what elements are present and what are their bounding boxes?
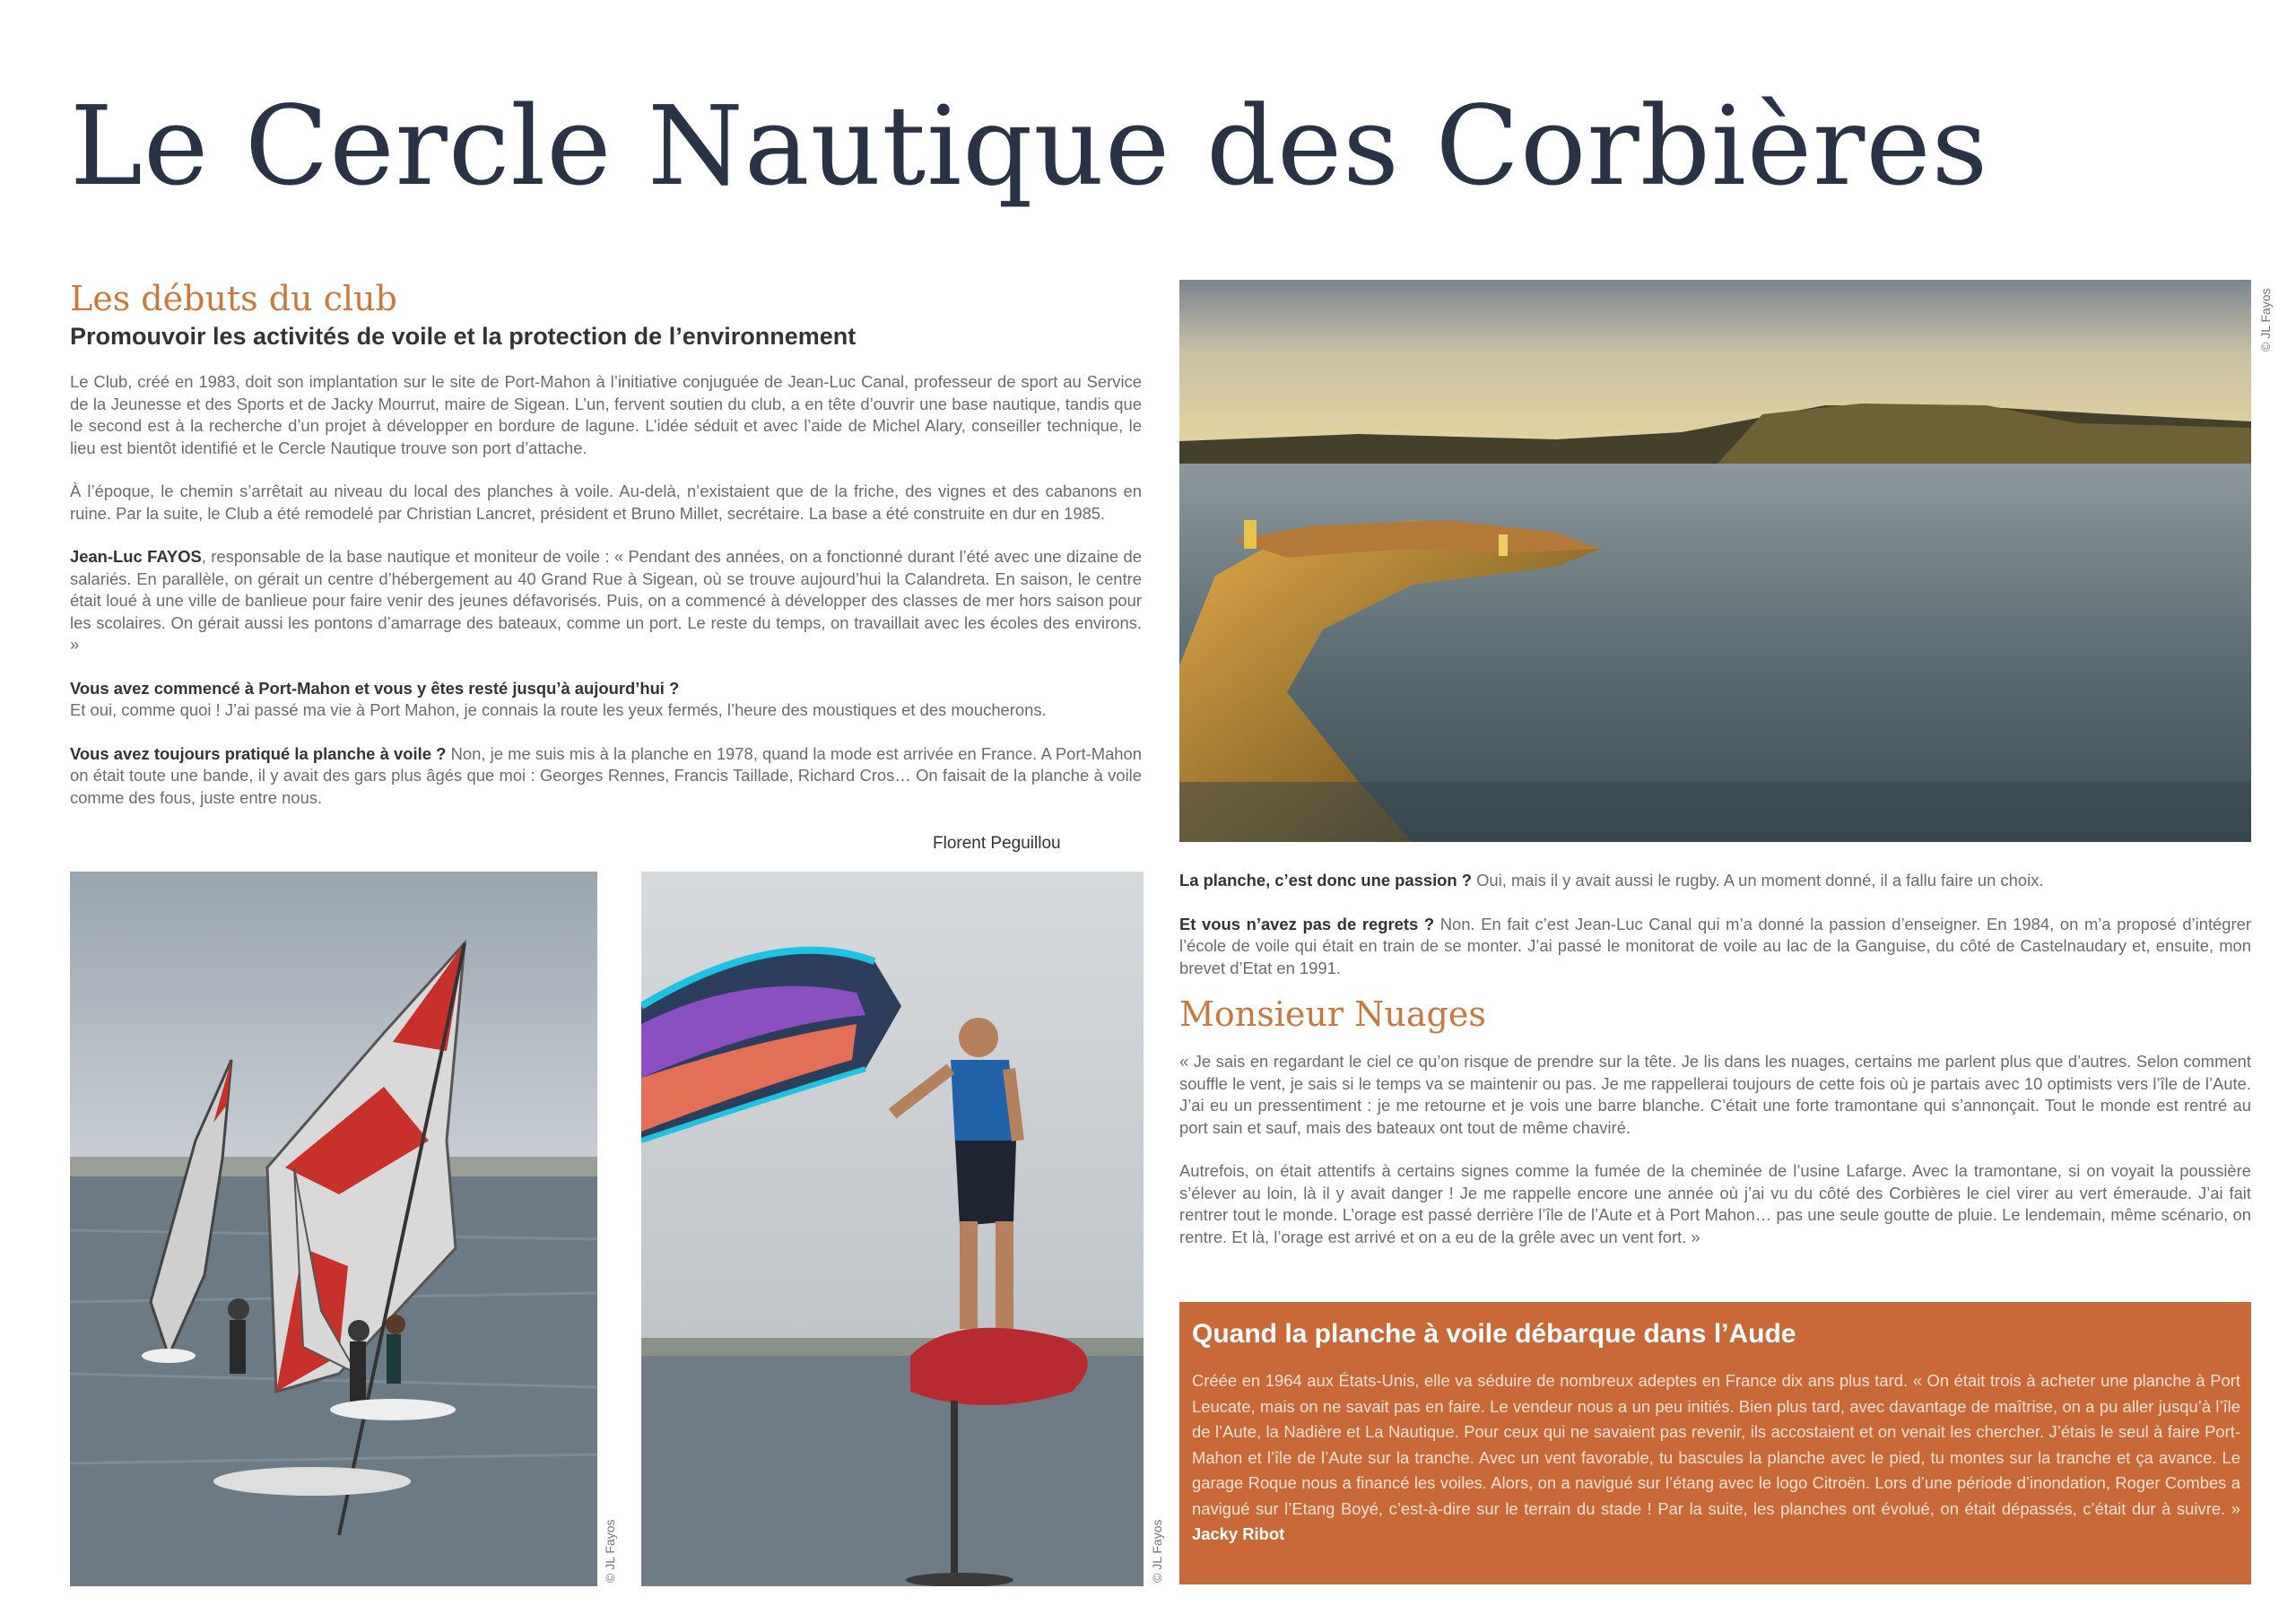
- question-regrets: Et vous n’avez pas de regrets ?: [1179, 914, 1435, 933]
- section-title-debuts: Les débuts du club: [70, 279, 397, 318]
- lake-photo-image: [1179, 280, 2251, 842]
- paragraph-history: Le Club, créé en 1983, doit son implantation sur le site de Port-Mahon à l’initiative conjuguée de Jean-Luc Canal, professeur de sport au Service de la Jeunesse et des Sports et de Jacky Mourrut, maire de Sigean. L’un, fervent soutien du club, a en tête d’ouvrir une base nautique, tandis que le second est à la recherche d’un projet à développer en bordure de lagune. L’idée séduit et avec l’aide de Michel Alary, conseiller technique, le lieu est bientôt identifié et le Cercle Nautique trouve son port d’attache.: [70, 372, 1142, 457]
- info-box-body: Créée en 1964 aux États-Unis, elle va séduire de nombreux adeptes en France dix ans plus tard. « On était trois à acheter une planche à Port Leucate, mais on ne savait pas en faire. Le vendeur nous a un peu initiés. Bien plus tard, avec davantage de maîtrise, on a pu aller jusqu’à l’île de l’Aute, la Nadière et La Nautique. Pour ceux qui ne savaient pas revenir, ils accostaient et on venait les chercher. J’étais le seul à faire Port-Mahon et l’île de l’Aute sur la tranche. Avec un vent favorable, tu bascules la planche avec le pied, tu montes sur la tranche et ça avance. Le garage Roque nous a financé les voiles. Alors, on a navigué sur l’étang avec le logo Citroën. Lors d’une période d’inondation, Roger Combes a navigué sur l’Etang Boyé, c’est-à-dire sur le terrain du stade ! Par la suite, les planches ont évolué, on était dépassés, c’était dur à suivre. »: [1192, 1371, 2240, 1518]
- right-column: [1179, 870, 2251, 1248]
- windsurf-photo: [70, 872, 597, 1586]
- info-box-text: [1192, 1368, 2240, 1548]
- qa-regrets: [1179, 914, 2251, 980]
- foil-photo-credit: © JL Fayos: [1150, 1519, 1164, 1583]
- windsurf-photo-credit: © JL Fayos: [603, 1519, 617, 1583]
- foil-photo: [641, 872, 1144, 1586]
- section-subtitle: Promouvoir les activités de voile et la protection de l’environnement: [70, 323, 857, 350]
- paragraph-nuages-2: Autrefois, on était attentifs à certains signes comme la fumée de la cheminée de l’usine Lafarge. Avec la tramontane, si on voyait la poussière s’élever au loin, là il y avait danger ! Je me rappelle encore une année où j’ai vu du côté des Corbières le ciel virer au vert émeraude. J’ai fait rentrer tout le monde. L’orage est passé derrière l’île de l’Aute et à Port Mahon… pas une seule goutte de pluie. Le lendemain, même scénario, on rentre. Et là, l’orage est arrivé et on a eu de la grêle avec un vent fort. »: [1179, 1161, 2251, 1246]
- qa-planche: [70, 743, 1142, 810]
- paragraph-fayos: [70, 546, 1142, 656]
- answer-port-mahon: Et oui, comme quoi ! J’ai passé ma vie à Port Mahon, je connais la route les yeux fermés, l’heure des moustiques et des moucherons.: [70, 700, 1047, 719]
- info-box-title: Quand la planche à voile débarque dans l’Aude: [1192, 1319, 1796, 1349]
- answer-regrets: Non. En fait c’est Jean-Luc Canal qui m’a donné la passion d’enseigner. En 1984, on m’a proposé d’intégrer l’école de voile qui était en train de se monter. J’ai passé le monitorat de voile au lac de la Ganguise, du côté de Castelnaudary et, ensuite, mon brevet d’Etat en 1991.: [1179, 914, 2251, 977]
- answer-planche: Non, je me suis mis à la planche en 1978, quand la mode est arrivée en France. A Port-Mahon on était toute une bande, il y avait des gars plus âgés que moi : Georges Rennes, Francis Taillade, Richard Cros… On faisait de la planche à voile comme des fous, juste entre nous.: [70, 743, 1142, 807]
- answer-passion: Oui, mais il y avait aussi le rugby. A un moment donné, il a fallu faire un choix.: [1472, 871, 2044, 890]
- qa-port-mahon: [70, 678, 1142, 722]
- info-box-aude: [1179, 1302, 2251, 1584]
- foil-photo-image: [641, 872, 1144, 1586]
- author-signature: Florent Peguillou: [933, 834, 1061, 853]
- paragraph-nuages-1: « Je sais en regardant le ciel ce qu’on risque de prendre sur la tête. Je lis dans les nuages, certains me parlent plus que d’autres. Selon comment souffle le vent, je sais si le temps va se maintenir ou pas. Je me rappellerai toujours de cette fois où je partais avec 10 optimists vers l’île de l’Aute. J’ai eu un pressentiment : je me retourne et je vois une barre blanche. C’était une forte tramontane qui s’annonçait. Tout le monde est rentré au port sain et sauf, mais des bateaux ont tout de même chaviré.: [1179, 1052, 2251, 1137]
- lake-photo: [1179, 280, 2251, 842]
- info-box-signature: Jacky Ribot: [1192, 1524, 1285, 1543]
- top-photo-credit: © JL Fayos: [2258, 288, 2273, 352]
- page-title: Le Cercle Nautique des Corbières: [70, 82, 1989, 210]
- question-port-mahon: Vous avez commencé à Port-Mahon et vous y êtes resté jusqu’à aujourd’hui ?: [70, 678, 680, 698]
- qa-passion: [1179, 870, 2251, 892]
- section-title-nuages: Monsieur Nuages: [1179, 994, 1486, 1034]
- fayos-name: Jean-Luc FAYOS: [70, 547, 202, 566]
- question-planche: Vous avez toujours pratiqué la planche à voile ?: [70, 743, 447, 763]
- fayos-text: , responsable de la base nautique et moniteur de voile : « Pendant des années, on a fonctionné durant l’été avec une dizaine de salariés. En parallèle, on gérait un centre d’hébergement au 40 Grand Rue à Sigean, où se trouve aujourd’hui la Calandreta. En saison, le centre était loué à une ville de banlieue pour faire venir des jeunes défavorisés. Puis, on a commencé à développer des classes de mer hors saison pour les scolaires. On gérait aussi les pontons d’amarrage des bateaux, comme un port. Le reste du temps, on travaillait avec les écoles des environs. »: [70, 547, 1143, 654]
- paragraph-epoque: À l’époque, le chemin s’arrêtait au niveau du local des planches à voile. Au-delà, n’existaient que de la friche, des vignes et des cabanons en ruine. Par la suite, le Club a été remodelé par Christian Lancret, président et Bruno Millet, secrétaire. La base a été construite en dur en 1985.: [70, 482, 1142, 523]
- windsurf-photo-image: [70, 872, 597, 1586]
- question-passion: La planche, c’est donc une passion ?: [1179, 871, 1472, 890]
- left-column: [70, 278, 1142, 809]
